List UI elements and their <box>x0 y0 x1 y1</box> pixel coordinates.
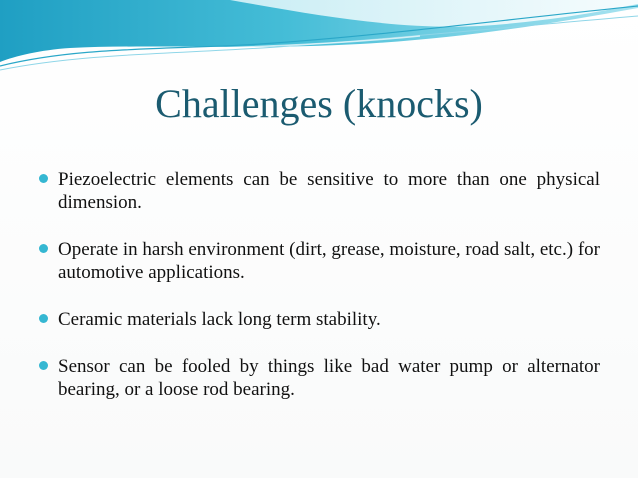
bullet-item <box>38 355 600 401</box>
bullet-dot-icon <box>39 174 48 183</box>
bullet-dot-icon <box>39 244 48 253</box>
bullet-text: Operate in harsh environment (dirt, grease, moisture, road salt, etc.) for automotive applications. <box>58 239 600 283</box>
bullet-dot-icon <box>39 361 48 370</box>
bullet-dot-icon <box>39 314 48 323</box>
bullet-item <box>38 308 600 331</box>
header-wave-decoration <box>0 0 638 80</box>
bullet-list <box>38 168 600 425</box>
bullet-item <box>38 168 600 214</box>
bullet-text: Ceramic materials lack long term stability. <box>58 309 381 330</box>
slide-title: Challenges (knocks) <box>155 81 483 126</box>
bullet-text: Sensor can be fooled by things like bad water pump or alternator bearing, or a loose rod bearing. <box>58 356 600 400</box>
bullet-item <box>38 238 600 284</box>
bullet-text: Piezoelectric elements can be sensitive to more than one physical dimension. <box>58 169 600 213</box>
